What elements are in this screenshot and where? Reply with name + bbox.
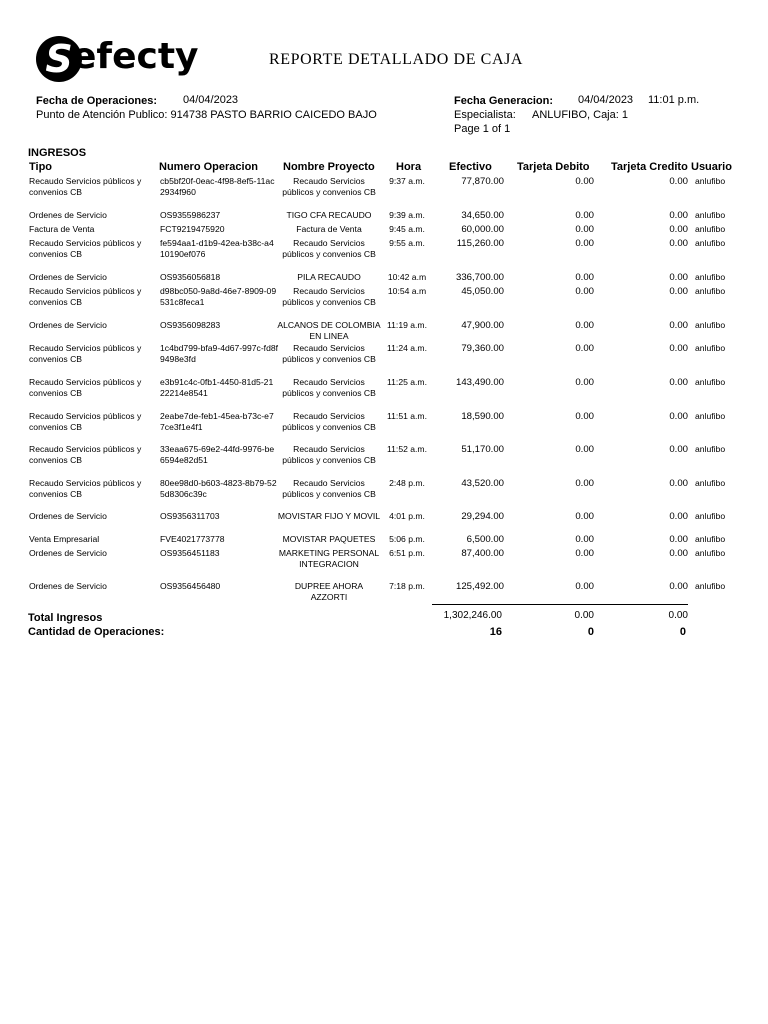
- cell-hora: 11:25 a.m.: [387, 377, 427, 387]
- cell-credito: 0.00: [669, 210, 688, 221]
- cell-proyecto: Recaudo Servicios públicos y convenios CB: [282, 478, 376, 499]
- cell-proyecto: Recaudo Servicios públicos y convenios CB: [282, 343, 376, 364]
- cell-efectivo: 77,870.00: [461, 176, 504, 187]
- cell-hora: 9:45 a.m.: [389, 224, 425, 234]
- cell-credito: 0.00: [669, 286, 688, 297]
- cell-credito: 0.00: [669, 534, 688, 545]
- cell-efectivo: 18,590.00: [461, 411, 504, 422]
- cell-usuario: anlufibo: [695, 176, 726, 186]
- cell-usuario: anlufibo: [695, 377, 726, 387]
- total-debito: 0.00: [574, 610, 594, 621]
- cantidad-operaciones-label: Cantidad de Operaciones:: [28, 626, 165, 638]
- cell-efectivo: 125,492.00: [455, 581, 504, 592]
- cell-proyecto: Recaudo Servicios públicos y convenios CB: [282, 176, 376, 197]
- cell-tipo: Recaudo Servicios públicos y convenios CB: [29, 478, 142, 499]
- total-efectivo: 1,302,246.00: [443, 610, 502, 621]
- cell-tipo: Recaudo Servicios públicos y convenios CB: [29, 343, 142, 364]
- page-number: Page 1 of 1: [454, 123, 511, 135]
- cell-hora: 9:39 a.m.: [389, 210, 425, 220]
- cell-hora: 11:52 a.m.: [387, 444, 427, 454]
- cell-usuario: anlufibo: [695, 343, 726, 353]
- cell-numero: OS9355986237: [160, 210, 221, 220]
- cell-proyecto: Factura de Venta: [296, 224, 362, 234]
- cell-hora: 11:24 a.m.: [387, 343, 427, 353]
- brand-name: efecty: [72, 36, 199, 77]
- cell-debito: 0.00: [575, 272, 594, 283]
- totals-divider: [432, 604, 688, 605]
- cell-debito: 0.00: [575, 238, 594, 249]
- fecha-generacion-label: Fecha Generacion:: [454, 95, 554, 107]
- cell-debito: 0.00: [575, 411, 594, 422]
- cell-proyecto: Recaudo Servicios públicos y convenios CB: [282, 444, 376, 465]
- cell-hora: 9:55 a.m.: [389, 238, 425, 248]
- cell-tipo: Ordenes de Servicio: [29, 511, 107, 521]
- total-ingresos-label: Total Ingresos: [28, 612, 103, 624]
- cell-debito: 0.00: [575, 534, 594, 545]
- cell-debito: 0.00: [575, 320, 594, 331]
- cantidad-efectivo: 16: [489, 626, 502, 638]
- cell-credito: 0.00: [669, 511, 688, 522]
- cell-proyecto: PILA RECAUDO: [297, 272, 361, 282]
- especialista: ANLUFIBO, Caja: 1: [532, 109, 628, 121]
- cell-debito: 0.00: [575, 478, 594, 489]
- cell-usuario: anlufibo: [695, 581, 726, 591]
- cell-numero: OS9356451183: [160, 548, 220, 558]
- cell-efectivo: 6,500.00: [466, 534, 504, 545]
- cell-numero: 2eabe7de-feb1-45ea-b73c-e77ce3f1e4f1: [160, 411, 274, 432]
- cell-debito: 0.00: [575, 286, 594, 297]
- cell-usuario: anlufibo: [695, 272, 726, 282]
- col-proyecto: Nombre Proyecto: [283, 161, 375, 173]
- cell-efectivo: 47,900.00: [461, 320, 504, 331]
- fecha-generacion: 04/04/2023: [578, 94, 634, 106]
- cell-credito: 0.00: [669, 238, 688, 249]
- cell-tipo: Ordenes de Servicio: [29, 548, 107, 558]
- cell-usuario: anlufibo: [695, 534, 726, 544]
- cell-efectivo: 43,520.00: [461, 478, 504, 489]
- cell-efectivo: 336,700.00: [455, 272, 504, 283]
- cell-credito: 0.00: [669, 272, 688, 283]
- cell-numero: cb5bf20f-0eac-4f98-8ef5-11ac2934f960: [160, 176, 275, 197]
- cell-proyecto: ALCANOS DE COLOMBIA EN LINEA: [277, 320, 381, 341]
- total-credito: 0.00: [668, 610, 688, 621]
- cell-tipo: Recaudo Servicios públicos y convenios CB: [29, 176, 142, 197]
- cell-proyecto: MOVISTAR FIJO Y MOVIL: [277, 511, 381, 521]
- cell-credito: 0.00: [669, 224, 688, 235]
- cell-efectivo: 60,000.00: [461, 224, 504, 235]
- cell-credito: 0.00: [669, 176, 688, 187]
- section-ingresos: INGRESOS: [28, 147, 87, 159]
- cell-tipo: Recaudo Servicios públicos y convenios CB: [29, 444, 142, 465]
- cell-credito: 0.00: [669, 478, 688, 489]
- cell-usuario: anlufibo: [695, 286, 726, 296]
- hora-generacion: 11:01 p.m.: [648, 94, 700, 106]
- cell-usuario: anlufibo: [695, 320, 726, 330]
- cell-hora: 2:48 p.m.: [389, 478, 425, 488]
- col-credito: Tarjeta Credito: [611, 161, 688, 173]
- cell-usuario: anlufibo: [695, 511, 726, 521]
- cell-proyecto: DUPREE AHORA AZZORTI: [294, 581, 364, 602]
- fecha-operaciones-label: Fecha de Operaciones:: [36, 95, 158, 107]
- cell-hora: 10:54 a.m: [387, 286, 427, 296]
- cell-proyecto: Recaudo Servicios públicos y convenios CB: [282, 377, 376, 398]
- cell-efectivo: 143,490.00: [455, 377, 504, 388]
- col-efectivo: Efectivo: [449, 161, 492, 173]
- cell-tipo: Recaudo Servicios públicos y convenios CB: [29, 286, 142, 307]
- cell-proyecto: Recaudo Servicios públicos y convenios CB: [282, 286, 376, 307]
- cell-tipo: Factura de Venta: [29, 224, 95, 234]
- cell-efectivo: 51,170.00: [461, 444, 504, 455]
- cell-hora: 7:18 p.m.: [389, 581, 425, 591]
- cell-hora: 5:06 p.m.: [389, 534, 425, 544]
- punto-atencion: Punto de Atención Publico: 914738 PASTO BARRIO CAICEDO BAJO: [36, 109, 377, 121]
- cell-proyecto: Recaudo Servicios públicos y convenios CB: [282, 411, 376, 432]
- cell-hora: 4:01 p.m.: [389, 511, 425, 521]
- cell-tipo: Ordenes de Servicio: [29, 581, 107, 591]
- cell-usuario: anlufibo: [695, 224, 726, 234]
- cell-debito: 0.00: [575, 548, 594, 559]
- cell-tipo: Venta Empresarial: [29, 534, 100, 544]
- cell-usuario: anlufibo: [695, 444, 726, 454]
- cell-debito: 0.00: [575, 377, 594, 388]
- cell-hora: 10:42 a.m: [387, 272, 427, 282]
- cell-debito: 0.00: [575, 210, 594, 221]
- cell-numero: OS9356456480: [160, 581, 221, 591]
- cell-debito: 0.00: [575, 176, 594, 187]
- cell-hora: 11:51 a.m.: [387, 411, 427, 421]
- cell-credito: 0.00: [669, 411, 688, 422]
- cell-numero: OS9356098283: [160, 320, 221, 330]
- cell-efectivo: 79,360.00: [461, 343, 504, 354]
- cell-usuario: anlufibo: [695, 238, 726, 248]
- cell-efectivo: 45,050.00: [461, 286, 504, 297]
- cell-proyecto: TIGO CFA RECAUDO: [286, 210, 372, 220]
- cell-usuario: anlufibo: [695, 478, 726, 488]
- col-debito: Tarjeta Debito: [517, 161, 590, 173]
- cell-numero: fe594aa1-d1b9-42ea-b38c-a410190ef076: [160, 238, 274, 259]
- cell-efectivo: 34,650.00: [461, 210, 504, 221]
- cell-hora: 9:37 a.m.: [389, 176, 425, 186]
- cell-usuario: anlufibo: [695, 548, 726, 558]
- cell-numero: OS9356311703: [160, 511, 220, 521]
- cell-numero: e3b91c4c-0fb1-4450-81d5-2122214e8541: [160, 377, 274, 398]
- cell-credito: 0.00: [669, 444, 688, 455]
- svg-text:S: S: [45, 37, 73, 81]
- cell-tipo: Ordenes de Servicio: [29, 320, 107, 330]
- cell-debito: 0.00: [575, 444, 594, 455]
- cell-efectivo: 29,294.00: [461, 511, 504, 522]
- col-numero: Numero Operacion: [159, 161, 259, 173]
- cell-proyecto: MOVISTAR PAQUETES: [282, 534, 376, 544]
- cell-debito: 0.00: [575, 343, 594, 354]
- cantidad-credito: 0: [679, 626, 686, 638]
- cell-proyecto: MARKETING PERSONAL INTEGRACION: [278, 548, 380, 569]
- cell-efectivo: 115,260.00: [456, 238, 504, 249]
- cell-credito: 0.00: [669, 377, 688, 388]
- cell-tipo: Ordenes de Servicio: [29, 272, 107, 282]
- cell-tipo: Ordenes de Servicio: [29, 210, 107, 220]
- cell-hora: 11:19 a.m.: [387, 320, 427, 330]
- cell-tipo: Recaudo Servicios públicos y convenios CB: [29, 238, 142, 259]
- cell-debito: 0.00: [575, 581, 594, 592]
- cell-credito: 0.00: [669, 548, 688, 559]
- cell-efectivo: 87,400.00: [461, 548, 504, 559]
- cell-tipo: Recaudo Servicios públicos y convenios CB: [29, 377, 142, 398]
- cell-usuario: anlufibo: [695, 411, 726, 421]
- cell-numero: FVE4021773778: [160, 534, 225, 544]
- col-tipo: Tipo: [29, 161, 53, 173]
- cell-hora: 6:51 p.m.: [389, 548, 425, 558]
- cell-numero: OS9356056818: [160, 272, 221, 282]
- cell-proyecto: Recaudo Servicios públicos y convenios CB: [282, 238, 376, 259]
- cell-numero: d98bc050-9a8d-46e7-8909-09531c8feca1: [160, 286, 277, 307]
- cell-numero: 80ee98d0-b603-4823-8b79-525d8306c39c: [160, 478, 277, 499]
- cell-credito: 0.00: [669, 320, 688, 331]
- col-hora: Hora: [396, 161, 422, 173]
- report-title: REPORTE DETALLADO DE CAJA: [269, 51, 524, 68]
- col-usuario: Usuario: [691, 161, 732, 173]
- cell-credito: 0.00: [669, 343, 688, 354]
- cell-debito: 0.00: [575, 511, 594, 522]
- especialista-label: Especialista:: [454, 109, 516, 121]
- cantidad-debito: 0: [587, 626, 594, 638]
- cell-credito: 0.00: [669, 581, 688, 592]
- cell-usuario: anlufibo: [695, 210, 726, 220]
- cell-numero: FCT9219475920: [160, 224, 225, 234]
- cell-numero: 1c4bd799-bfa9-4d67-997c-fd8f9498e3fd: [160, 343, 279, 364]
- cell-debito: 0.00: [575, 224, 594, 235]
- cell-tipo: Recaudo Servicios públicos y convenios CB: [29, 411, 142, 432]
- fecha-operaciones: 04/04/2023: [183, 94, 239, 106]
- cell-numero: 33eaa675-69e2-44fd-9976-be6594e82d51: [160, 444, 275, 465]
